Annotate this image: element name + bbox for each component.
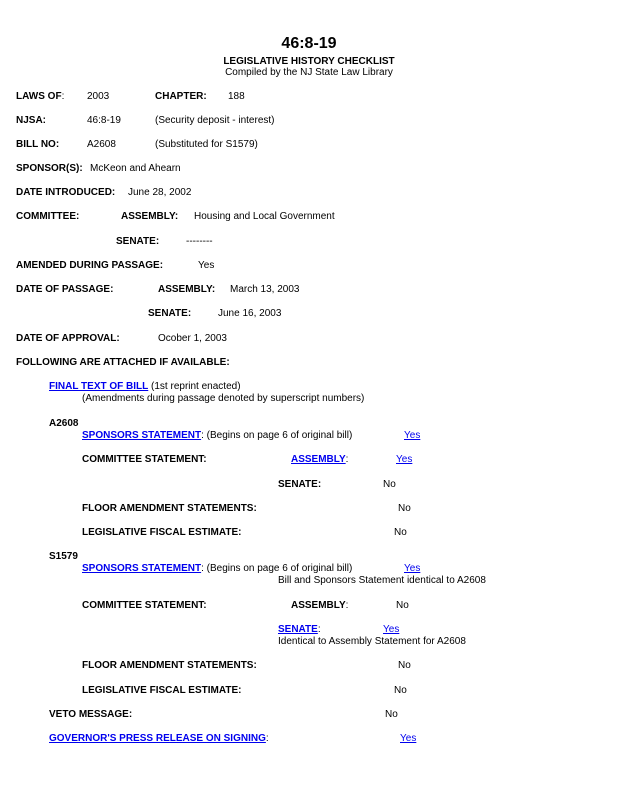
s1579-fiscal-label: LEGISLATIVE FISCAL ESTIMATE: [82, 685, 242, 696]
s1579-sponsors-statement-note: : (Begins on page 6 of original bill) [201, 563, 353, 574]
committee-assembly-value: Housing and Local Government [194, 211, 335, 222]
a2608-committee-statement-label: COMMITTEE STATEMENT: [82, 454, 207, 465]
page-title: 46:8-19 [281, 35, 337, 52]
s1579-committee-statement-label: COMMITTEE STATEMENT: [82, 600, 207, 611]
committee-label: COMMITTEE: [16, 211, 80, 222]
date-of-approval-label: DATE OF APPROVAL: [16, 333, 120, 344]
date-of-approval-value: Ocober 1, 2003 [158, 333, 227, 344]
a2608-fiscal-value: No [394, 527, 407, 538]
chapter-value: 188 [228, 91, 245, 102]
s1579-committee-senate-link[interactable]: SENATE [278, 624, 318, 635]
s1579-committee-senate: SENATE: [278, 624, 321, 635]
bill-no-value: A2608 [87, 139, 116, 150]
checklist-subtitle: LEGISLATIVE HISTORY CHECKLIST [223, 56, 395, 67]
a2608-sponsors-statement-yes[interactable]: Yes [404, 430, 421, 441]
amended-label: AMENDED DURING PASSAGE: [16, 260, 164, 271]
a2608-sponsors-row [82, 430, 352, 442]
committee-assembly-label: ASSEMBLY: [121, 211, 179, 222]
a2608-committee-assembly-link[interactable]: ASSEMBLY [291, 454, 346, 465]
final-text-note: (1st reprint enacted) [148, 381, 241, 392]
a2608-floor-value: No [398, 503, 411, 514]
a2608-committee-assembly: ASSEMBLY: [291, 454, 349, 465]
committee-senate-label: SENATE: [116, 236, 160, 247]
chapter-label: CHAPTER: [155, 91, 207, 102]
a2608-committee-assembly-yes[interactable]: Yes [396, 454, 413, 465]
sponsors-value: McKeon and Ahearn [90, 163, 181, 174]
governor-press-release-link[interactable]: GOVERNOR'S PRESS RELEASE ON SIGNING [49, 733, 266, 744]
laws-of-value: 2003 [87, 91, 110, 102]
s1579-committee-assembly-value: No [396, 600, 409, 611]
s1579-sponsors-statement-yes[interactable]: Yes [404, 563, 421, 574]
final-text-link[interactable]: FINAL TEXT OF BILL [49, 381, 149, 392]
passage-senate-value: June 16, 2003 [218, 308, 282, 319]
s1579-sponsors-row [82, 563, 352, 575]
a2608-sponsors-statement-note: : (Begins on page 6 of original bill) [201, 430, 353, 441]
s1579-floor-value: No [398, 660, 411, 671]
njsa-label: NJSA: [16, 115, 47, 126]
veto-value: No [385, 709, 398, 720]
compiled-by: Compiled by the NJ State Law Library [225, 67, 393, 78]
final-text-row [49, 381, 241, 393]
date-introduced-value: June 28, 2002 [128, 187, 192, 198]
bill-no-label: BILL NO: [16, 139, 60, 150]
date-introduced-label: DATE INTRODUCED: [16, 187, 116, 198]
s1579-fiscal-value: No [394, 685, 407, 696]
final-text-note2: (Amendments during passage denoted by superscript numbers) [82, 393, 365, 404]
passage-senate-label: SENATE: [148, 308, 192, 319]
a2608-fiscal-label: LEGISLATIVE FISCAL ESTIMATE: [82, 527, 242, 538]
passage-assembly-value: March 13, 2003 [230, 284, 300, 295]
veto-label: VETO MESSAGE: [49, 709, 133, 720]
a2608-sponsors-statement-link[interactable]: SPONSORS STATEMENT [82, 430, 202, 441]
s1579-floor-label: FLOOR AMENDMENT STATEMENTS: [82, 660, 257, 671]
s1579-committee-senate-note: Identical to Assembly Statement for A2608 [278, 636, 466, 647]
s1579-sponsors-statement-link[interactable]: SPONSORS STATEMENT [82, 563, 202, 574]
governor-press-release-yes[interactable]: Yes [400, 733, 417, 744]
a2608-floor-label: FLOOR AMENDMENT STATEMENTS: [82, 503, 257, 514]
attached-heading: FOLLOWING ARE ATTACHED IF AVAILABLE: [16, 357, 230, 368]
date-of-passage-label: DATE OF PASSAGE: [16, 284, 114, 295]
s1579-committee-senate-yes[interactable]: Yes [383, 624, 400, 635]
bill-no-note: (Substituted for S1579) [155, 139, 258, 150]
s1579-bill-heading: S1579 [49, 551, 78, 562]
s1579-sponsors-statement-note2: Bill and Sponsors Statement identical to A2608 [278, 575, 486, 586]
a2608-committee-senate-value: No [383, 479, 396, 490]
a2608-bill-heading: A2608 [49, 418, 79, 429]
sponsors-label: SPONSOR(S): [16, 163, 83, 174]
njsa-note: (Security deposit - interest) [155, 115, 275, 126]
a2608-committee-senate-label: SENATE: [278, 479, 322, 490]
governor-row: GOVERNOR'S PRESS RELEASE ON SIGNING: [49, 733, 269, 744]
njsa-value: 46:8-19 [87, 115, 121, 126]
s1579-committee-assembly-label: ASSEMBLY: [291, 600, 349, 611]
laws-of-label: LAWS OF: [16, 91, 65, 102]
passage-assembly-label: ASSEMBLY: [158, 284, 216, 295]
committee-senate-value: -------- [186, 236, 213, 247]
amended-value: Yes [198, 260, 215, 271]
